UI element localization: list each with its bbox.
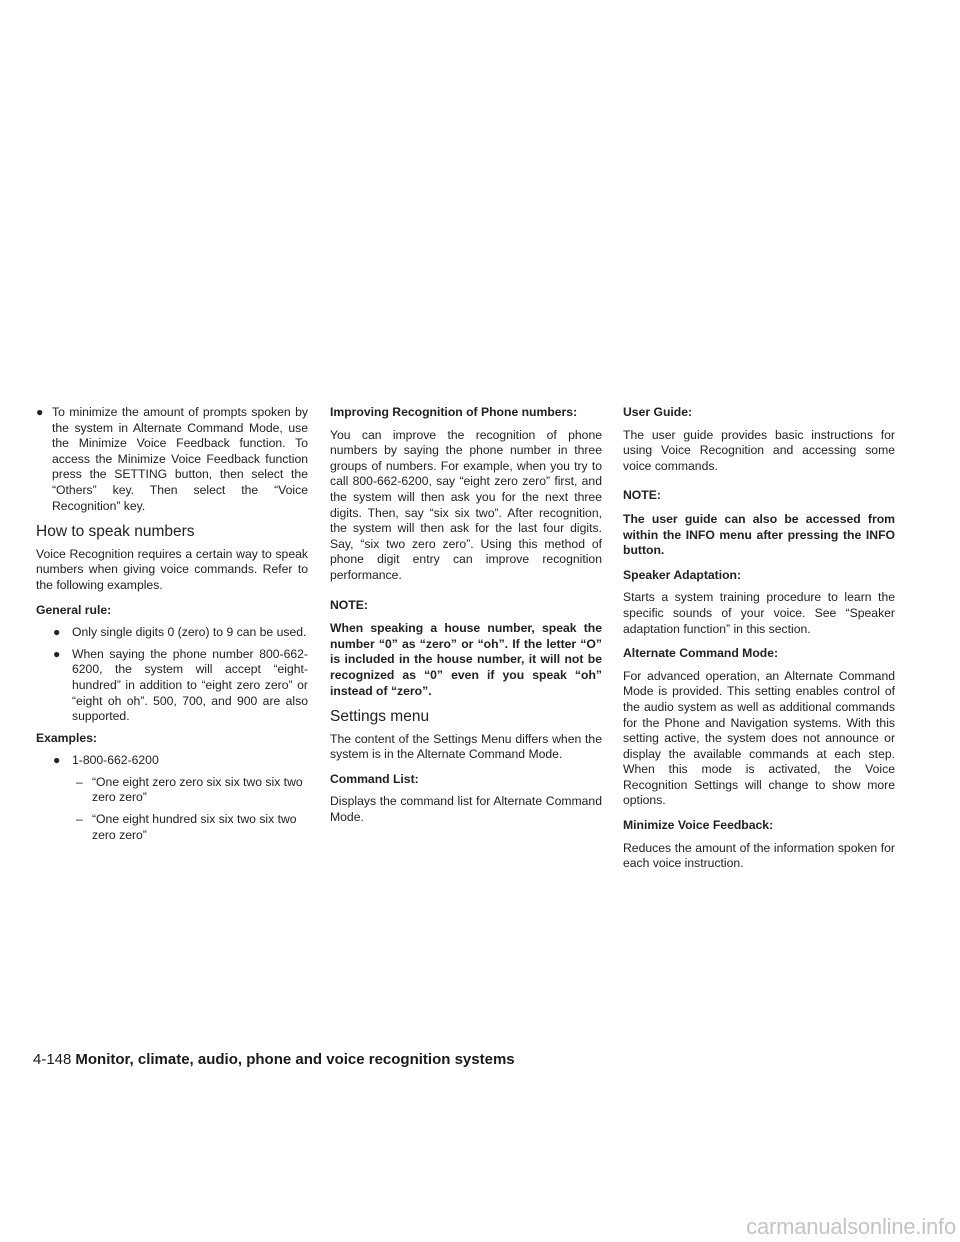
general-rule-label: General rule: [36, 602, 112, 617]
example-phrase-list [36, 775, 308, 843]
example-phrase: “One eight hundred six six two six two zero zero” [92, 812, 297, 842]
bullet-icon: ● [53, 625, 61, 640]
section-title: Monitor, climate, audio, phone and voice recognition systems [75, 1051, 515, 1068]
phone-numbers-heading: Improving Recognition of Phone numbers: [330, 405, 578, 419]
rule-text: Only single digits 0 (zero) to 9 can be used. [72, 625, 307, 640]
note-body: The user guide can also be accessed from within the INFO menu after pressing the INFO button. [623, 511, 895, 558]
command-list-body: Displays the command list for Alternate Command Mode. [330, 794, 602, 825]
command-list-label: Command List: [330, 771, 419, 786]
intro-bullet-list [36, 405, 308, 514]
note-label: NOTE: [330, 597, 368, 612]
speaker-adaptation-body: Starts a system training procedure to learn the specific sounds of your voice. See “Speaker adaptation function” in this section. [623, 590, 895, 636]
rule-list [36, 625, 308, 725]
list-item [36, 647, 308, 725]
example-number: 1-800-662-6200 [72, 753, 159, 768]
alternate-command-mode-body: For advanced operation, an Alternate Command Mode is provided. This setting enables control of the audio system as well as additional commands for the Phone and Navigation systems. With this setting active, the system does not announce or display the available commands at each step. When this mode is activated, the Voice Recognition Settings will change to show more options. [623, 668, 895, 808]
minimize-voice-feedback-body: Reduces the amount of the information spoken for each voice instruction. [623, 840, 895, 871]
column-right [623, 405, 895, 881]
page-number: 4-148 [33, 1051, 72, 1068]
alternate-command-mode-label: Alternate Command Mode: [623, 646, 779, 661]
example-phrase: “One eight zero zero six six two six two zero zero” [92, 774, 303, 805]
settings-menu-body: The content of the Settings Menu differs when the system is in the Alternate Command Mode. [330, 731, 602, 762]
example-list [36, 753, 308, 769]
phone-numbers-body: You can improve the recognition of phone numbers by saying the phone number in three groups of numbers. For example, when you try to call 800-662-6200, say “eight zero zero” first, and the system will then ask you for the next three digits. Then, say “six six two”. After recognition, the system will then ask for the last four digits. Say, “six two zero zero”. Using this method of phone digit entry can improve recognition performance. [330, 427, 602, 582]
section-heading-settings-menu: Settings menu [330, 708, 430, 726]
rule-text: When saying the phone number 800-662-6200, the system will accept “eight-hundred” in addition to “eight zero zero” or “eight oh oh”. 500, 700, and 900 are also supported. [72, 646, 308, 724]
dash-icon: – [76, 812, 83, 827]
note-body: When speaking a house number, speak the number “0” as “zero” or “oh”. If the letter “O” is included in the house number, it will not be recognized as “0” even if you speak “oh” instead of “zero”. [330, 621, 602, 698]
list-item [36, 625, 308, 641]
examples-label: Examples: [36, 730, 97, 745]
column-left [36, 405, 308, 849]
bullet-icon: ● [53, 646, 61, 661]
watermark: carmanualsonline.info [746, 1214, 956, 1239]
bullet-icon: ● [53, 753, 61, 768]
section-heading-speak-numbers: How to speak numbers [36, 523, 195, 541]
dash-icon: – [76, 774, 83, 789]
minimize-voice-feedback-label: Minimize Voice Feedback: [623, 818, 774, 833]
list-item [36, 775, 308, 806]
user-guide-body: The user guide provides basic instructions for using Voice Recognition and accessing some voice commands. [623, 427, 895, 473]
speaker-adaptation-label: Speaker Adaptation: [623, 567, 742, 582]
list-item [36, 812, 308, 843]
speak-numbers-intro: Voice Recognition requires a certain way to speak numbers when giving voice commands. Refer to the following examples. [36, 546, 308, 592]
note-label: NOTE: [623, 488, 661, 503]
bullet-icon: ● [36, 405, 44, 419]
page-footer [33, 1051, 515, 1068]
intro-bullet-text: To minimize the amount of prompts spoken by the system in Alternate Command Mode, use the Minimize Voice Feedback function. To access the Minimize Voice Feedback function press the SETTING button, then select the “Others” key. Then select the “Voice Recognition” key. [52, 405, 308, 513]
list-item [36, 405, 308, 514]
list-item [36, 753, 308, 769]
column-middle [330, 405, 602, 835]
user-guide-label: User Guide: [623, 405, 693, 419]
